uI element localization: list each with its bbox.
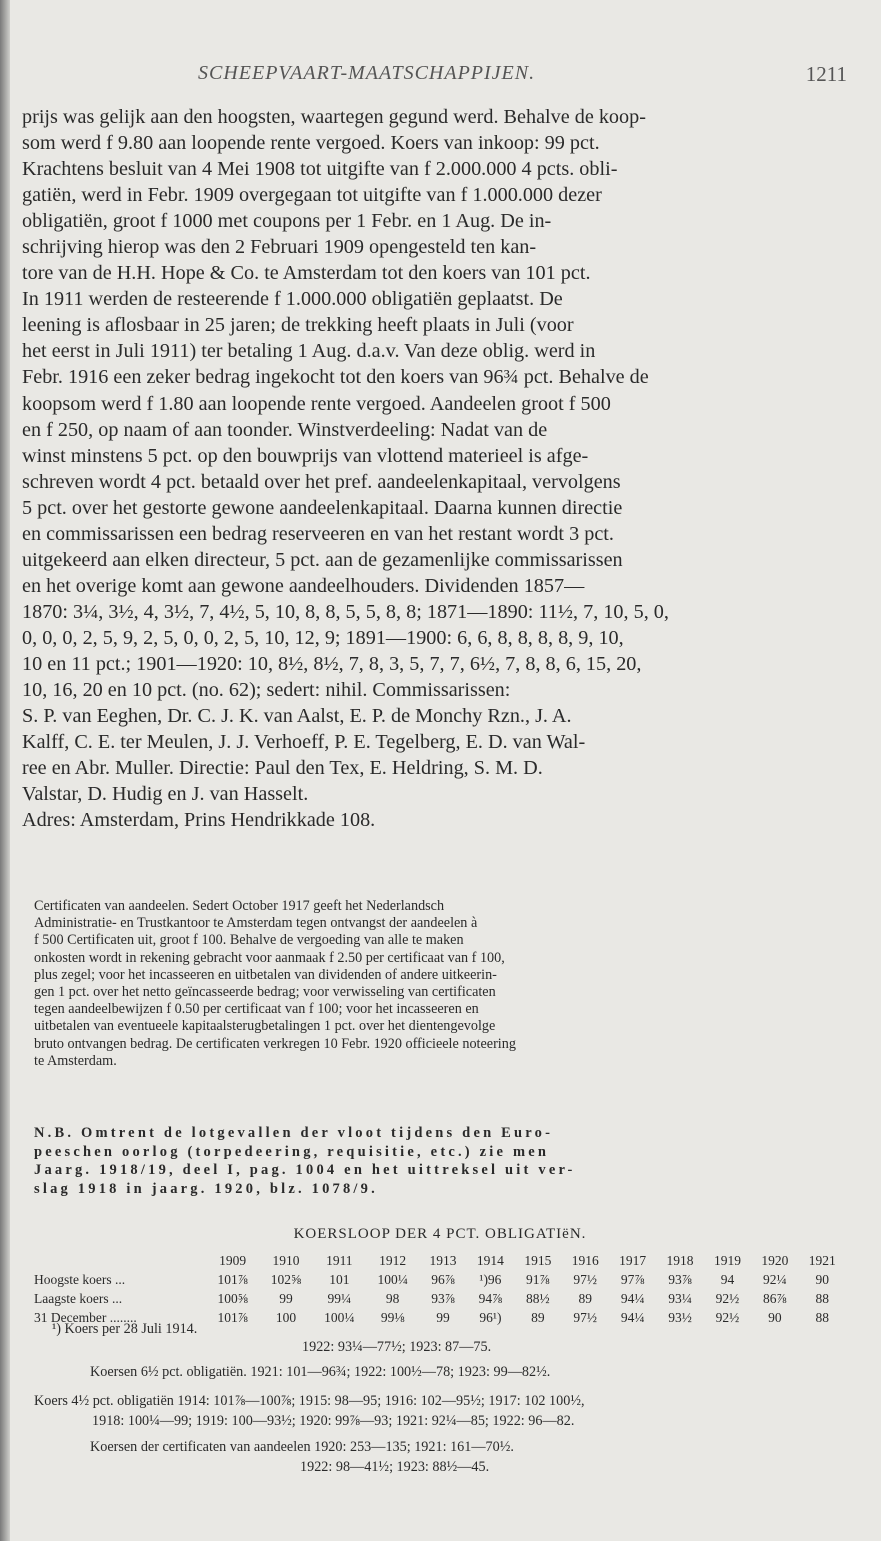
text-line: slag 1918 in jaarg. 1920, blz. 1078/9. [34,1180,378,1197]
certificates-paragraph [34,898,846,1070]
table-cell: 90 [768,1309,782,1325]
table-title: KOERSLOOP DER 4 PCT. OBLIGATIëN. [293,1226,587,1242]
table-header-row [34,1251,846,1270]
text-line: 0, 0, 0, 2, 5, 9, 2, 5, 0, 0, 2, 5, 10, 12, 9; 1891—1900: 6, 6, 8, 8, 8, 8, 9, 10, [22,626,624,649]
text-line: te Amsterdam. [34,1052,117,1069]
text-line: gatiën, werd in Febr. 1909 overgegaan tot uitgifte van f 1.000.000 dezer [22,184,602,207]
text-line: Certificaten van aandeelen. Sedert October 1917 geeft het Nederlandsch [34,898,445,914]
table-cell: 99 [279,1290,293,1306]
table-cell: 101 [329,1271,350,1287]
text-line: peeschen oorlog (torpedeering, requisitie, etc.) zie men [34,1143,550,1160]
row-label: Hoogste koers ... [34,1271,126,1287]
table-cell: 88½ [526,1290,550,1306]
text-line: schrijving hierop was den 2 Februari 1909 opengesteld ten kan- [22,236,537,259]
year-cell: 1920 [761,1252,789,1268]
text-line: bruto ontvangen bedrag. De certificaten verkregen 10 Febr. 1920 officieele noteering [34,1035,516,1052]
page-number: 1211 [805,62,847,86]
koersen-6half-line: Koersen 6½ pct. obligatiën. 1921: 101—96¾; 1922: 100½—78; 1923: 99—82½. [90,1364,551,1380]
table-cell: 89 [578,1290,592,1306]
table-cell: 99¼ [327,1290,352,1306]
row-label: Laagste koers ... [34,1290,123,1306]
table-cell: 89 [531,1309,545,1325]
table-cell: 93¼ [668,1290,692,1306]
text-line: winst minstens 5 pct. op den bouwprijs van vlottend materieel is afge- [22,444,589,467]
table-cell: 99⅛ [380,1309,405,1325]
table-cell: 94¼ [620,1309,645,1325]
year-cell: 1916 [571,1252,599,1268]
text-line: Febr. 1916 een zeker bedrag ingekocht tot den koers van 96¾ pct. Behalve de [22,366,649,389]
text-line: leening is aflosbaar in 25 jaren; de trekking heeft plaats in Juli (voor [22,314,574,337]
year-cell: 1913 [429,1252,457,1268]
table-cell: 100⅝ [217,1290,248,1306]
table-cell: 100 [275,1309,297,1325]
year-cell: 1909 [219,1252,247,1268]
table-cell: 93½ [668,1309,692,1325]
table-cell: 97½ [573,1271,598,1287]
table-cell: 91⅞ [526,1271,550,1287]
text-line: f 500 Certificaten uit, groot f 100. Behalve de vergoeding van alle te maken [34,932,464,949]
table-cell: 97½ [573,1309,598,1325]
table-cell: 96¹) [479,1309,502,1325]
row-label: 31 December ........ [34,1309,137,1325]
table-row [34,1289,846,1308]
table-cell: 97⅞ [620,1271,645,1287]
text-line: obligatiën, groot f 1000 met coupons per 1 Febr. en 1 Aug. De in- [22,210,552,233]
table-cell: 94¼ [620,1290,645,1306]
table-cell: 94 [720,1271,735,1287]
table-cell: 93⅞ [431,1290,455,1306]
text-line: 10 en 11 pct.; 1901—1920: 10, 8½, 8½, 7, 8, 3, 5, 7, 7, 6½, 7, 8, 8, 6, 15, 20, [22,652,642,675]
table-cell: ¹)96 [479,1271,502,1287]
table-cell: 92¼ [763,1271,787,1287]
text-line: en f 250, op naam of aan toonder. Winstverdeeling: Nadat van de [22,418,548,441]
text-line: som werd f 9.80 aan loopende rente vergoed. Koers van inkoop: 99 pct. [22,132,600,155]
text-line: 5 pct. over het gestorte gewone aandeelenkapitaal. Daarna kunnen directie [22,496,623,519]
table-cell: 88 [815,1290,830,1306]
table-cell: 90 [815,1271,830,1287]
page-binding-edge [0,0,10,1541]
year-cell: 1918 [666,1252,694,1268]
text-line: het eerst in Juli 1911) ter betaling 1 Aug. d.a.v. Van deze oblig. werd in [22,340,596,363]
year-cell: 1912 [379,1252,407,1268]
price-history-table-block [34,1226,846,1327]
price-table [34,1251,846,1327]
text-line: onkosten wordt in rekening gebracht voor aanmaak f 2.50 per certificaat van f 100, [34,949,505,966]
text-line: Krachtens besluit van 4 Mei 1908 tot uitgifte van f 2.000.000 4 pcts. obli- [22,158,618,181]
certificaten-koers-line-1: Koersen der certificaten van aandeelen 1920: 253—135; 1921: 161—70½. [90,1439,514,1455]
certificaten-koers-line-2: 1922: 98—41½; 1923: 88½—45. [300,1459,490,1475]
koers-4half-line-1: Koers 4½ pct. obligatiën 1914: 101⅞—100⅞; 1915: 98—95; 1916: 102—95½; 1917: 102 100½, [34,1393,585,1409]
text-line: koopsom werd f 1.80 aan loopende rente vergoed. Aandeelen groot f 500 [22,392,611,415]
table-cell: 92½ [715,1309,740,1325]
running-header [0,62,881,90]
text-line: uitbetalen van eventueele kapitaalsterugbetalingen 1 pct. over het dientengevolge [34,1018,496,1035]
table-cell: 102⅝ [270,1271,302,1287]
address-line: Adres: Amsterdam, Prins Hendrikkade 108. [22,809,376,832]
table-cell: 88 [815,1309,830,1325]
table-cell: 101⅞ [217,1309,248,1325]
table-cell: 98 [385,1290,400,1306]
text-line: Valstar, D. Hudig en J. van Hasselt. [22,783,309,806]
year-cell: 1919 [713,1252,741,1268]
text-line: Jaarg. 1918/19, deel I, pag. 1004 en het uittreksel uit ver- [34,1162,576,1178]
table-row [34,1270,846,1289]
main-text-block [22,104,848,833]
year-cell: 1911 [326,1252,353,1268]
text-line: Administratie- en Trustkantoor te Amsterdam tegen ontvangst der aandeelen à [34,915,478,932]
table-cell: 99 [436,1309,450,1325]
year-cell: 1915 [524,1252,552,1268]
header-title: SCHEEPVAART-MAATSCHAPPIJEN. [198,62,536,84]
year-cell: 1910 [272,1252,300,1268]
table-footnote: ¹) Koers per 28 Juli 1914. [52,1321,198,1337]
text-line: en commissarissen een bedrag reserveeren en van het restant wordt 3 pct. [22,522,614,545]
text-line: tegen aandeelbewijzen f 0.50 per certificaat van f 100; voor het incasseeren en [34,1001,479,1018]
text-line: N.B. Omtrent de lotgevallen der vloot tijdens den Euro- [34,1125,554,1141]
text-line: uitgekeerd aan elken directeur, 5 pct. aan de gezamenlijke commissarissen [22,548,623,571]
year-cell: 1917 [619,1252,647,1268]
text-line: plus zegel; voor het incasseeren en uitbetalen van dividenden of andere uitkeerin- [34,966,497,983]
text-line: 10, 16, 20 en 10 pct. (no. 62); sedert: nihil. Commissarissen: [22,679,511,702]
table-cell: 86⅞ [763,1290,787,1306]
text-line: S. P. van Eeghen, Dr. C. J. K. van Aalst, E. P. de Monchy Rzn., J. A. [22,705,572,728]
text-line: ree en Abr. Muller. Directie: Paul den Tex, E. Heldring, S. M. D. [22,757,543,780]
table-cell: 94⅞ [478,1290,503,1306]
text-line: Kalff, C. E. ter Meulen, J. J. Verhoeff, P. E. Tegelberg, E. D. van Wal- [22,731,586,754]
note-paragraph [34,1124,846,1198]
table-cell: 100¼ [377,1271,408,1287]
koers-1922-1923-line: 1922: 93¼—77½; 1923: 87—75. [302,1339,492,1355]
text-line: schreven wordt 4 pct. betaald over het pref. aandeelenkapitaal, vervolgens [22,470,621,493]
year-cell: 1914 [476,1252,504,1268]
text-line: gen 1 pct. over het netto geïncasseerde bedrag; voor verwisseling van certificaten [34,984,496,1001]
table-cell: 93⅞ [668,1271,692,1287]
table-cell: 101⅞ [217,1271,248,1287]
text-line: en het overige komt aan gewone aandeelhouders. Dividenden 1857— [22,574,585,597]
table-cell: 96⅞ [431,1271,455,1287]
text-line: In 1911 werden de resteerende f 1.000.000 obligatiën geplaatst. De [22,288,563,311]
koers-4half-line-2: 1918: 100¼—99; 1919: 100—93½; 1920: 99⅞—93; 1921: 92¼—85; 1922: 96—82. [92,1413,575,1429]
table-cell: 100¼ [324,1309,355,1325]
text-line: 1870: 3¼, 3½, 4, 3½, 7, 4½, 5, 10, 8, 8, 5, 5, 8, 8; 1871—1890: 11½, 7, 10, 5, 0, [22,600,669,623]
year-cell: 1921 [808,1252,836,1268]
table-cell: 92½ [715,1290,740,1306]
text-line: prijs was gelijk aan den hoogsten, waartegen gegund werd. Behalve de koop- [22,106,646,128]
text-line: tore van de H.H. Hope & Co. te Amsterdam tot den koers van 101 pct. [22,262,591,285]
